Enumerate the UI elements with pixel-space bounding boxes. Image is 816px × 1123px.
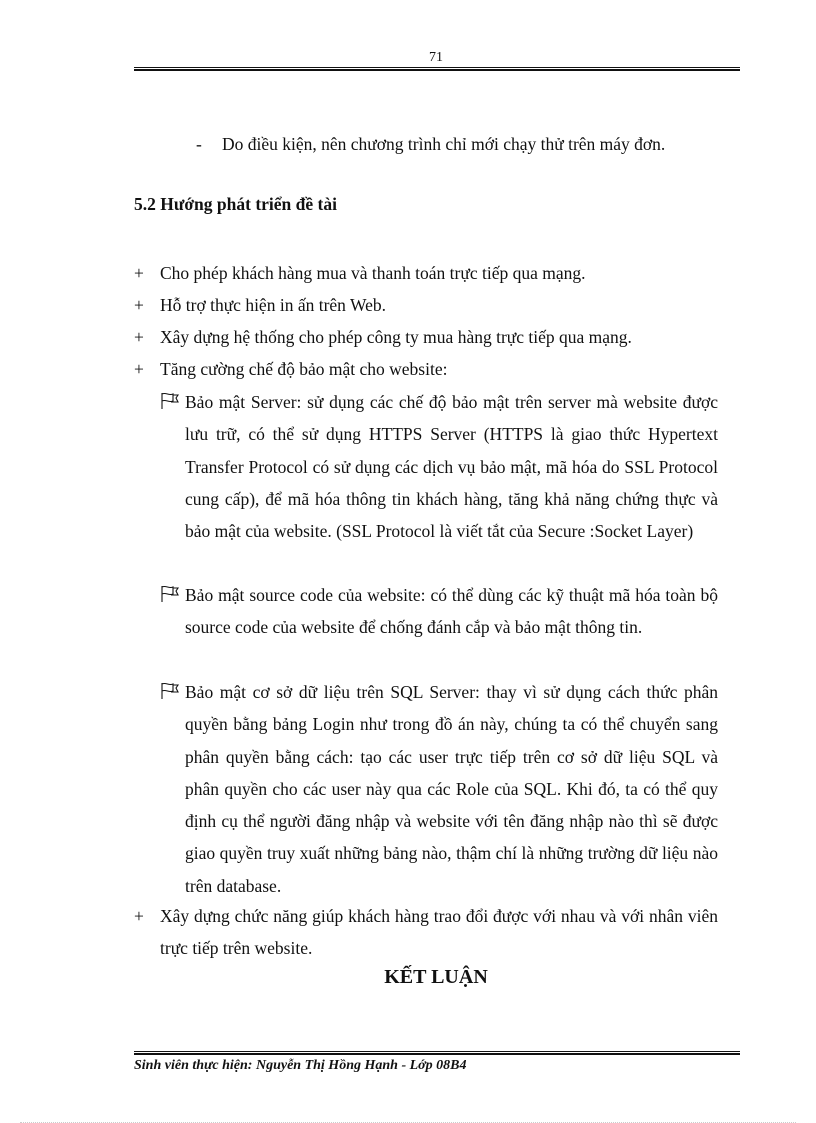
flag-outline-icon (160, 682, 180, 700)
security-item-server (160, 386, 718, 547)
security-item-text: Bảo mật source code của website: có thể dùng các kỹ thuật mã hóa toàn bộ source code của website để chống đánh cắp và bảo mật thông tin. (185, 585, 718, 638)
security-item-database (160, 676, 718, 902)
intro-dash-line (196, 128, 665, 160)
flag-outline-icon (160, 392, 180, 410)
footer-rule (134, 1051, 740, 1055)
section-heading: 5.2 Hướng phát triển đề tài (134, 194, 337, 214)
dash-marker: - (196, 134, 202, 154)
plus-marker: + (134, 295, 144, 315)
plus-item-text: Xây dựng hệ thống cho phép công ty mua hàng trực tiếp qua mạng. (160, 327, 632, 347)
plus-item-text: Xây dựng chức năng giúp khách hàng trao đổi được với nhau và với nhân viên trực tiếp trên website. (160, 906, 718, 958)
security-item-text: Bảo mật cơ sở dữ liệu trên SQL Server: thay vì sử dụng cách thức phân quyền bằng bảng Login như trong đồ án này, chúng ta có thể chuyển sang phân quyền bằng cách: tạo các user trực tiếp trên cơ sở dữ liệu SQL và phân quyền cho các user này qua các Role của SQL. Khi đó, ta có thể quy định cụ thể người đăng nhập và website với tên đăng nhập nào thì sẽ được giao quyền truy xuất những bảng nào, thậm chí là những trường dữ liệu nào trên database. (185, 682, 718, 896)
plus-marker: + (134, 327, 144, 347)
plus-item-text: Hỗ trợ thực hiện in ấn trên Web. (160, 295, 386, 315)
plus-marker: + (134, 359, 144, 379)
page-number: 71 (429, 50, 443, 65)
plus-item (134, 321, 718, 353)
plus-marker: + (134, 906, 144, 926)
plus-item (134, 289, 718, 321)
header-rule (134, 67, 740, 71)
intro-dash-text: Do điều kiện, nên chương trình chỉ mới chạy thử trên máy đơn. (222, 134, 666, 154)
flag-outline-icon (160, 585, 180, 603)
security-item-text: Bảo mật Server: sử dụng các chế độ bảo mật trên server mà website được lưu trữ, có thể sử dụng HTTPS Server (HTTPS là giao thức Hypertext Transfer Protocol có sử dụng các dịch vụ bảo mật, mã hóa do SSL Protocol cung cấp), để mã hóa thông tin khách hàng, tăng khả năng chứng thực và bảo mật của website. (SSL Protocol là viết tắt của Secure :Socket Layer) (185, 392, 718, 542)
plus-item (134, 257, 718, 289)
plus-item (134, 353, 718, 385)
security-item-source-code (160, 579, 718, 644)
plus-item (134, 900, 718, 964)
conclusion-title: KẾT LUẬN (384, 966, 488, 988)
plus-marker: + (134, 263, 144, 283)
plus-item-text: Cho phép khách hàng mua và thanh toán trực tiếp qua mạng. (160, 263, 586, 283)
footer-text: Sinh viên thực hiện: Nguyễn Thị Hồng Hạnh - Lớp 08B4 (134, 1058, 467, 1073)
plus-item-text: Tăng cường chế độ bảo mật cho website: (160, 359, 448, 379)
